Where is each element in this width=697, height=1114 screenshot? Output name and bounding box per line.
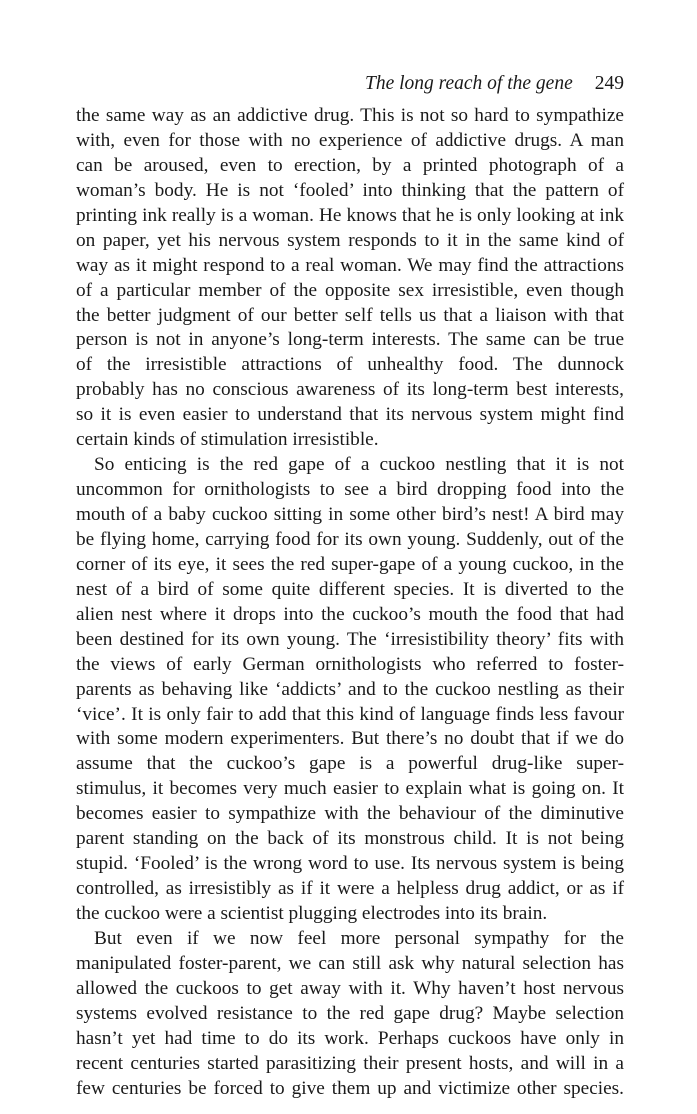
text-line: on paper, yet his nervous system responds to it in the same kind of	[76, 229, 624, 251]
text-line: allowed the cuckoos to get away with it. Why haven’t host nervous	[76, 977, 624, 999]
text-line: hasn’t yet had time to do its work. Perhaps cuckoos have only in	[76, 1027, 624, 1049]
text-line: woman’s body. He is not ‘fooled’ into thinking that the pattern of	[76, 179, 624, 201]
text-line: of a particular member of the opposite sex irresistible, even though	[76, 279, 624, 301]
text-line: controlled, as irresistibly as if it were a helpless drug addict, or as if	[76, 878, 624, 900]
text-line: certain kinds of stimulation irresistible.	[76, 429, 379, 451]
text-line: stupid. ‘Fooled’ is the wrong word to use. Its nervous system is being	[76, 853, 624, 875]
running-title: The long reach of the gene	[364, 73, 573, 94]
text-line: with, even for those with no experience of addictive drugs. A man	[76, 129, 624, 151]
text-line: parent standing on the back of its monstrous child. It is not being	[76, 828, 624, 850]
text-line: of the irresistible attractions of unhealthy food. The dunnock	[76, 354, 624, 376]
page-number: 249	[594, 73, 624, 94]
text-line: the views of early German ornithologists who referred to foster-	[76, 653, 624, 675]
text-line: stimulus, it becomes very much easier to explain what is going on. It	[76, 778, 624, 800]
text-line: the cuckoo were a scientist plugging electrodes into its brain.	[76, 903, 548, 924]
text-line: assume that the cuckoo’s gape is a powerful drug-like super-	[76, 753, 624, 775]
text-line: uncommon for ornithologists to see a bird dropping food into the	[76, 479, 624, 501]
text-line: been destined for its own young. The ‘irresistibility theory’ fits with	[76, 628, 624, 650]
text-line: nest of a bird of some quite different species. It is diverted to the	[76, 578, 624, 600]
text-line: with some modern experimenters. But there’s no doubt that if we do	[76, 728, 624, 750]
text-line: recent centuries started parasitizing their present hosts, and will in a	[76, 1052, 624, 1074]
text-line: the same way as an addictive drug. This is not so hard to sympathize	[76, 105, 624, 126]
text-line: so it is even easier to understand that its nervous system might find	[76, 404, 624, 426]
text-line: parents as behaving like ‘addicts’ and to the cuckoo nestling as their	[76, 678, 624, 700]
body-text	[76, 104, 624, 1102]
text-line: But even if we now feel more personal sympathy for the	[94, 927, 624, 949]
text-line: mouth of a baby cuckoo sitting in some other bird’s nest! A bird may	[76, 504, 624, 525]
text-line: can be aroused, even to erection, by a printed photograph of a	[76, 154, 624, 176]
text-line: probably has no conscious awareness of its long-term best interests,	[76, 379, 624, 401]
text-line: So enticing is the red gape of a cuckoo nestling that it is not	[94, 454, 624, 476]
text-line: becomes easier to sympathize with the behaviour of the diminutive	[76, 803, 624, 825]
text-line: few centuries be forced to give them up and victimize other species.	[76, 1077, 624, 1099]
text-line: alien nest where it drops into the cuckoo’s mouth the food that had	[76, 603, 624, 625]
text-line: ‘vice’. It is only fair to add that this kind of language finds less favour	[76, 703, 624, 725]
text-line: the better judgment of our better self tells us that a liaison with that	[76, 304, 624, 326]
running-head	[76, 71, 624, 97]
text-line: way as it might respond to a real woman. We may find the attractions	[76, 254, 624, 276]
text-line: printing ink really is a woman. He knows that he is only looking at ink	[76, 204, 624, 226]
text-line: corner of its eye, it sees the red super-gape of a young cuckoo, in the	[76, 553, 624, 575]
text-line: be flying home, carrying food for its own young. Suddenly, out of the	[76, 528, 624, 550]
text-line: manipulated foster-parent, we can still ask why natural selection has	[76, 952, 624, 974]
text-line: systems evolved resistance to the red gape drug? Maybe selection	[76, 1002, 624, 1024]
text-line: person is not in anyone’s long-term interests. The same can be true	[76, 329, 624, 351]
